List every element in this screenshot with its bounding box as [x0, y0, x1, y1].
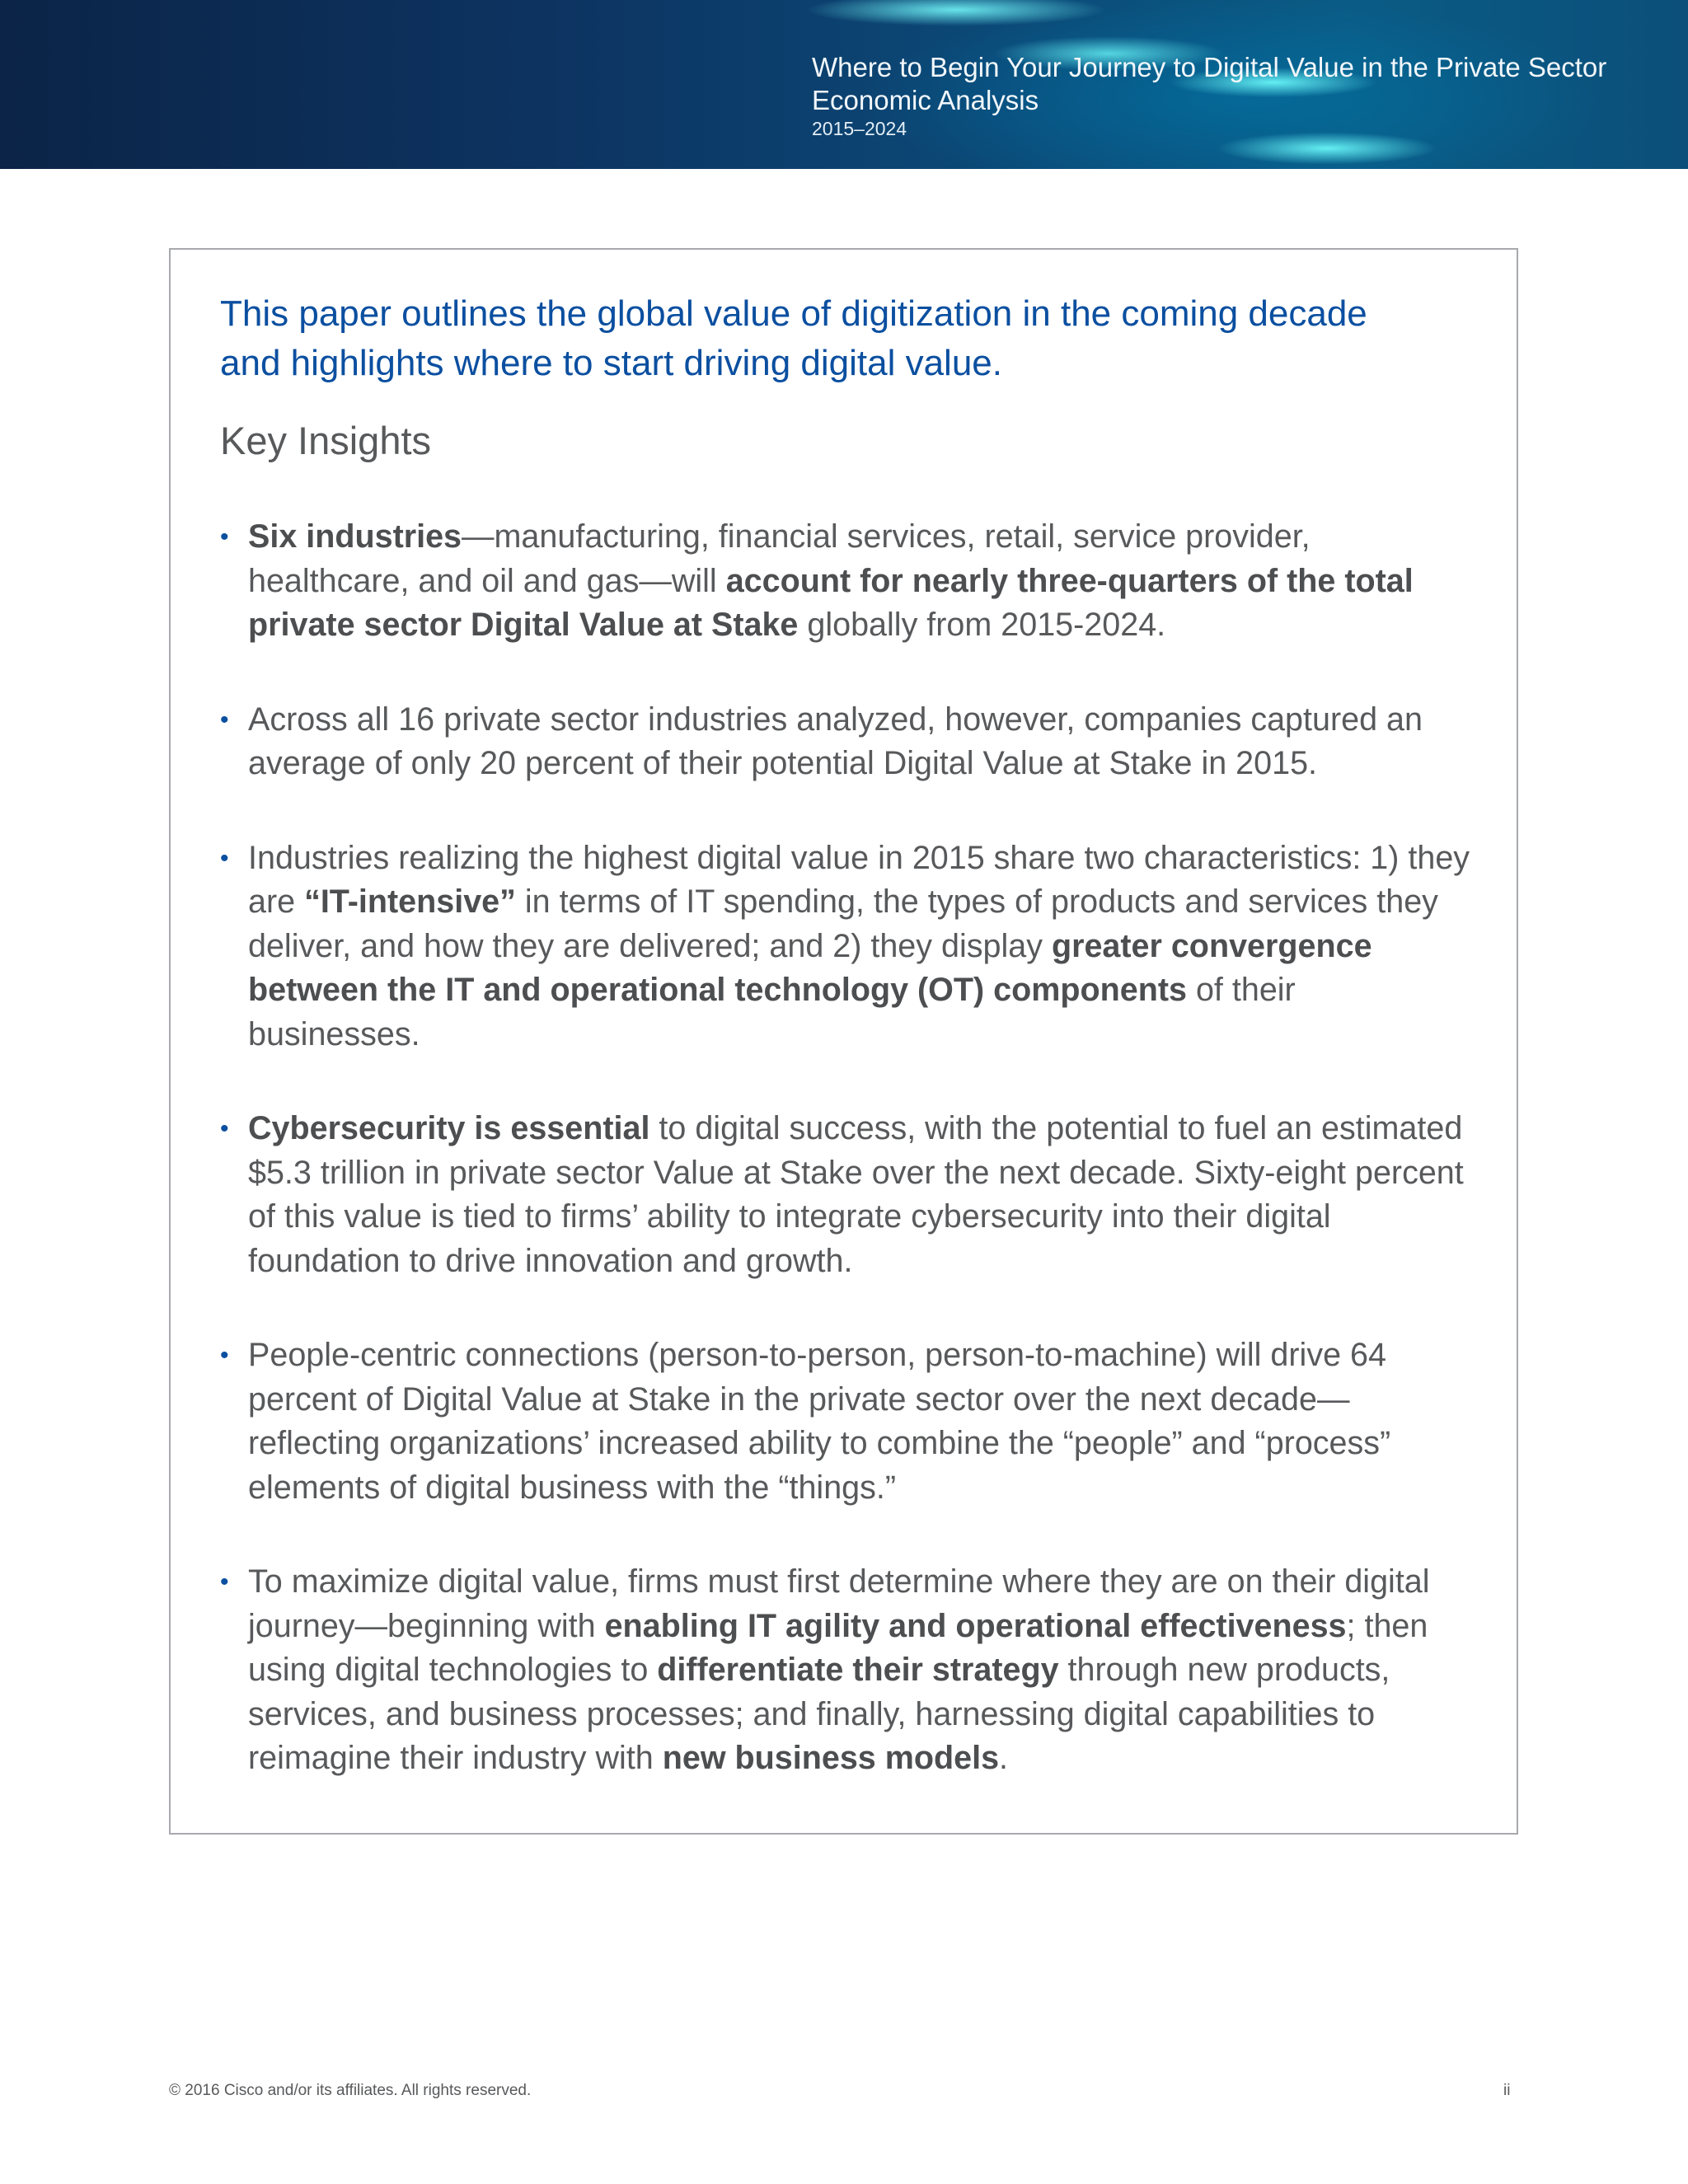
insight-emphasis: new business models: [662, 1740, 1000, 1776]
insight-text: To maximize digital value, firms must first determine where they are on their digital journey—beginning with: [248, 1563, 1430, 1644]
header-text-block: [812, 51, 1606, 140]
insight-bullet: [220, 837, 1473, 1057]
insight-bullet: [220, 515, 1473, 648]
insight-emphasis: differentiate their strategy: [657, 1652, 1059, 1688]
bullet-dot-icon: •: [220, 1342, 229, 1369]
insight-emphasis: Six industries: [248, 518, 462, 555]
insight-emphasis: Cybersecurity is essential: [248, 1110, 650, 1146]
header-banner: [0, 0, 1688, 169]
insight-bullet: [220, 1333, 1473, 1510]
insight-text: in terms of IT spending, the types of products and services they deliver, and how they are delivered; and 2) they display: [248, 883, 1438, 964]
insight-text: to digital success, with the potential to fuel an estimated $5.3 trillion in private sector Value at Stake over the next decade. Sixty-eight percent of this value is tied to firms’ ability to integrate cybersecurity into their digital foundation to drive innovation and growth.: [248, 1110, 1464, 1279]
bullet-dot-icon: •: [220, 705, 229, 733]
insight-bullet: [220, 1107, 1473, 1283]
insight-text: globally from 2015-2024.: [798, 607, 1166, 643]
insight-text: Industries realizing the highest digital value in 2015 share two characteristics: 1) they are: [248, 839, 1470, 920]
insight-emphasis: enabling IT agility and operational effectiveness: [604, 1607, 1347, 1644]
document-subtitle: Economic Analysis: [812, 85, 1039, 115]
insight-text: Across all 16 private sector industries analyzed, however, companies captured an average of only 20 percent of their potential Digital Value at Stake in 2015.: [248, 701, 1423, 781]
insight-text: People-centric connections (person-to-person, person-to-machine) will drive 64 percent of Digital Value at Stake in the private sector over the next decade—reflecting organizations’ increased ability to combine the “people” and “process” elements of digital business with the “things.”: [248, 1337, 1391, 1506]
insight-text: ; then using digital technologies to: [248, 1607, 1428, 1688]
key-insights-box: [169, 248, 1518, 1835]
insight-text: —manufacturing, financial services, retail, service provider, healthcare, and oil and gas—will: [248, 518, 1311, 599]
insight-emphasis: “IT-intensive”: [304, 883, 516, 920]
insight-text: .: [999, 1740, 1009, 1776]
document-title: Where to Begin Your Journey to Digital Value in the Private Sector: [812, 52, 1607, 82]
footer-copyright: © 2016 Cisco and/or its affiliates. All rights reserved.: [169, 2082, 532, 2099]
document-years: 2015–2024: [812, 118, 907, 139]
insight-bullet: [220, 1560, 1473, 1781]
intro-statement: This paper outlines the global value of digitization in the coming decade and highlights where to start driving digital value.: [220, 293, 1367, 383]
bullet-dot-icon: •: [220, 523, 229, 551]
bullet-dot-icon: •: [220, 1568, 229, 1596]
insight-text: of their businesses.: [248, 972, 1296, 1052]
key-insights-heading: Key Insights: [220, 419, 432, 462]
page-number: ii: [1503, 2082, 1511, 2099]
insight-text: through new products, services, and business processes; and finally, harnessing digital capabilities to reimagine their industry with: [248, 1652, 1390, 1776]
insight-emphasis: greater convergence between the IT and operational technology (OT) components: [248, 927, 1372, 1008]
insight-bullet: [220, 698, 1473, 786]
bullet-dot-icon: •: [220, 844, 229, 872]
bullet-dot-icon: •: [220, 1115, 229, 1142]
insight-emphasis: account for nearly three-quarters of the total private sector Digital Value at Stake: [248, 562, 1414, 643]
insights-list: [220, 515, 1473, 1831]
